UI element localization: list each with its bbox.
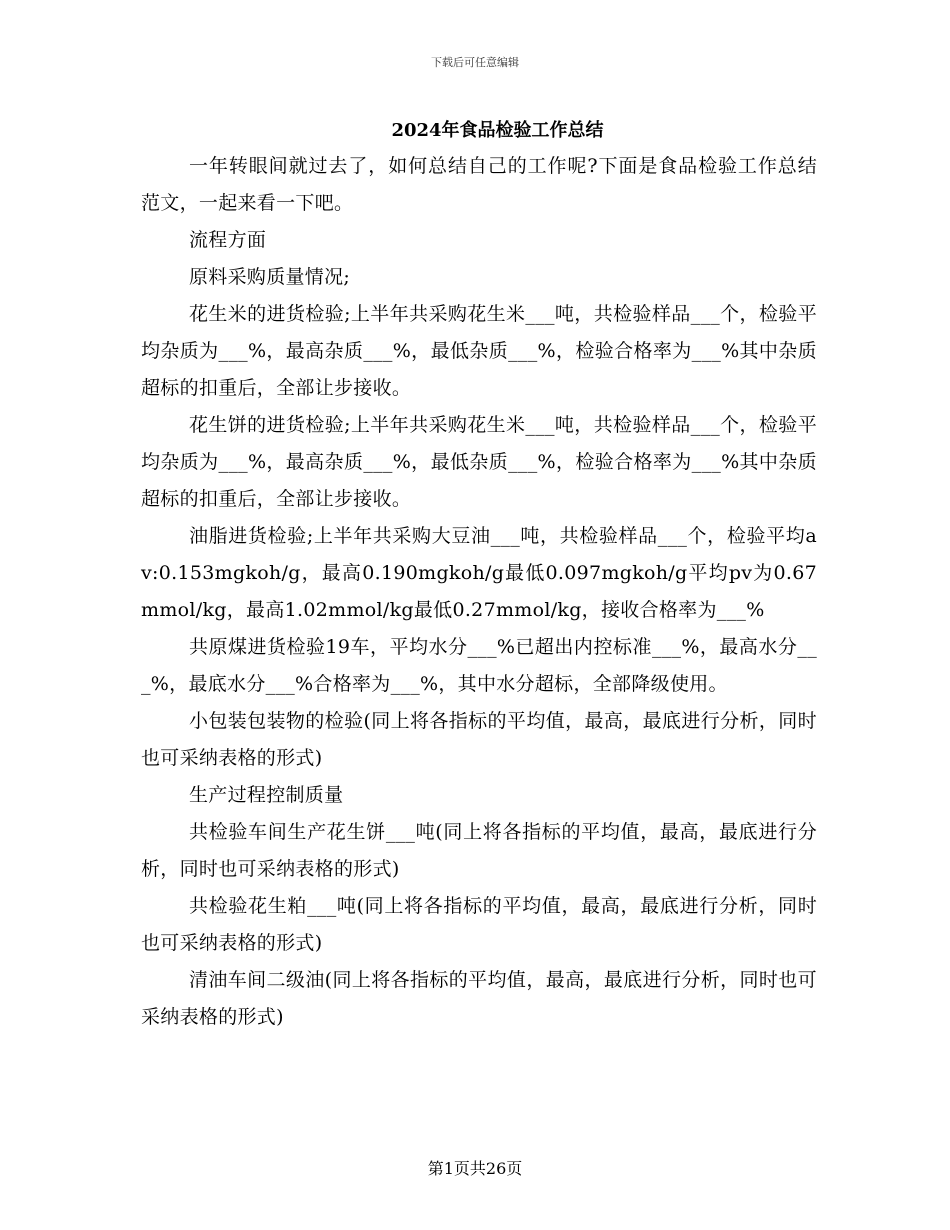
paragraph-production-heading: 生产过程控制质量 xyxy=(189,784,344,806)
paragraph-intro: 一年转眼间就过去了，如何总结自己的工作呢?下面是食品检验工作总结范文，一起来看一下吧。 xyxy=(141,155,817,214)
document-body xyxy=(141,148,817,1036)
page-header: 下载后可任意编辑 xyxy=(431,56,519,69)
paragraph-peanut-cake-production: 共检验车间生产花生饼___吨(同上将各指标的平均值，最高，最底进行分析，同时也可采纳表格的形式) xyxy=(141,821,817,880)
paragraph-peanut-kernel: 花生米的进货检验;上半年共采购花生米___吨，共检验样品___个，检验平均杂质为___%，最高杂质___%，最低杂质___%，检验合格率为___%其中杂质超标的扣重后，全部让步接收。 xyxy=(141,303,817,399)
paragraph-packaging: 小包装包装物的检验(同上将各指标的平均值，最高，最底进行分析，同时也可采纳表格的形式) xyxy=(141,710,817,769)
paragraph-peanut-cake: 花生饼的进货检验;上半年共采购花生米___吨，共检验样品___个，检验平均杂质为___%，最高杂质___%，最低杂质___%，检验合格率为___%其中杂质超标的扣重后，全部让步接收。 xyxy=(141,414,817,510)
page-footer: 第1页共26页 xyxy=(427,1159,523,1178)
paragraph-oil: 油脂进货检验;上半年共采购大豆油___吨，共检验样品___个，检验平均av:0.153mgkoh/g，最高0.190mgkoh/g最低0.097mgkoh/g平均pv为0.67mmol/kg，最高1.02mmol/kg最低0.27mmol/kg，接收合格率为___% xyxy=(141,525,817,621)
paragraph-peanut-meal: 共检验花生粕___吨(同上将各指标的平均值，最高，最底进行分析，同时也可采纳表格的形式) xyxy=(141,895,817,954)
document-title: 2024年食品检验工作总结 xyxy=(391,120,604,141)
paragraph-process-heading: 流程方面 xyxy=(189,229,267,251)
paragraph-raw-material-heading: 原料采购质量情况; xyxy=(189,266,351,288)
paragraph-coal: 共原煤进货检验19车，平均水分___%已超出内控标准___%，最高水分___%，最底水分___%合格率为___%，其中水分超标，全部降级使用。 xyxy=(141,636,817,695)
paragraph-refined-oil: 清油车间二级油(同上将各指标的平均值，最高，最底进行分析，同时也可采纳表格的形式) xyxy=(141,969,817,1028)
